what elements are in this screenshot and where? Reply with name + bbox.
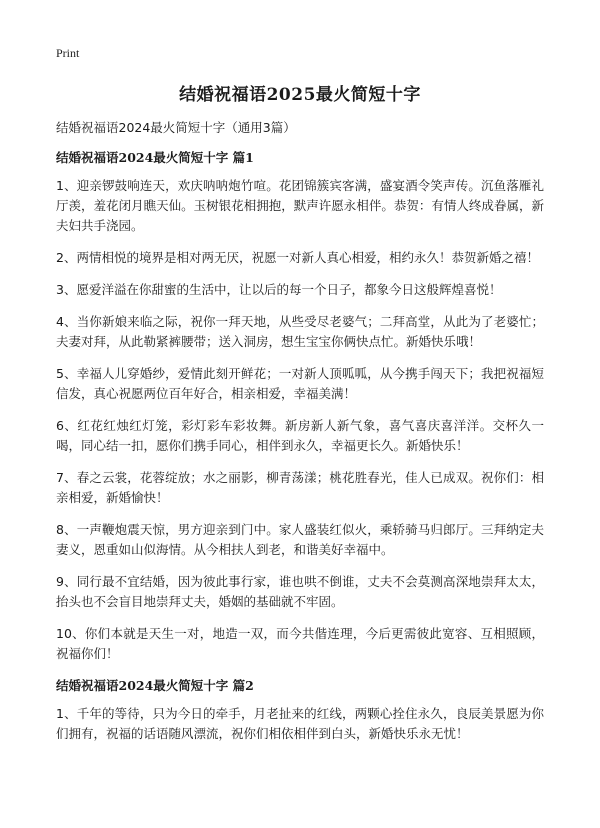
section-heading: 结婚祝福语2024最火简短十字 篇2 xyxy=(56,678,254,693)
paragraph: 2、两情相悦的境界是相对两无厌，祝愿一对新人真心相爱，相约永久！恭贺新婚之禧！ xyxy=(56,250,539,265)
paragraph: 9、同行最不宜结婚，因为彼此事行家，谁也哄不倒谁，丈夫不会莫测高深地崇拜太太，抬头也不会盲目地崇拜丈夫，婚姻的基础就不牢固。 xyxy=(56,574,544,609)
section-1 xyxy=(56,148,544,664)
section-2 xyxy=(56,676,544,744)
document-title: 结婚祝福语2025最火简短十字 xyxy=(179,85,421,105)
paragraph: 8、一声鞭炮震天惊，男方迎亲到门中。家人盛装红似火，乘轿骑马归郎厅。三拜纳定夫妻义，恩重如山似海情。从今相扶人到老，和谐美好幸福中。 xyxy=(56,522,544,557)
paragraph: 10、你们本就是天生一对，地造一双，而今共偕连理，今后更需彼此宽容、互相照顾，祝福你们！ xyxy=(56,626,544,661)
paragraph: 3、愿爱洋溢在你甜蜜的生活中，让以后的每一个日子，都象今日这般辉煌喜悦！ xyxy=(56,282,502,297)
paragraph: 1、迎亲锣鼓响连天，欢庆呐呐炮竹喧。花团锦簇宾客满，盛宴酒令笑声传。沉鱼落雁礼厅羡，羞花闭月瞧天仙。玉树银花相拥抱，默声许愿永相伴。恭贺：有情人终成眷属，新夫妇共手浇园。 xyxy=(56,178,544,233)
paragraph: 1、千年的等待，只为今日的牵手，月老扯来的红线，两颗心拴住永久，良辰美景愿为你们拥有，祝福的话语随风漂流，祝你们相依相伴到白头，新婚快乐永无忧！ xyxy=(56,706,544,741)
document-content xyxy=(56,148,544,756)
paragraph: 5、幸福人儿穿婚纱，爱情此刻开鲜花；一对新人顶呱呱，从今携手闯天下；我把祝福短信发，真心祝愿两位百年好合，相亲相爱，幸福美满！ xyxy=(56,366,544,401)
paragraph: 4、当你新娘来临之际，祝你一拜天地，从些受尽老婆气；二拜高堂，从此为了老婆忙；夫妻对拜，从此勒紧裤腰带；送入洞房，想生宝宝你俩快点忙。新婚快乐哦！ xyxy=(56,314,544,349)
print-label: Print xyxy=(56,46,80,60)
paragraph: 6、红花红烛红灯笼，彩灯彩车彩妆舞。新房新人新气象，喜气喜庆喜洋洋。交杯久一喝，同心结一扣，愿你们携手同心，相伴到永久，幸福更长久。新婚快乐！ xyxy=(56,418,544,453)
section-heading: 结婚祝福语2024最火简短十字 篇1 xyxy=(56,150,254,165)
paragraph: 7、春之云裳，花蓉绽放；水之丽影，柳青荡漾；桃花胜春光，佳人已成双。祝你们：相亲相爱，新婚愉快！ xyxy=(56,470,544,505)
document-subtitle: 结婚祝福语2024最火简短十字（通用3篇） xyxy=(56,120,296,135)
